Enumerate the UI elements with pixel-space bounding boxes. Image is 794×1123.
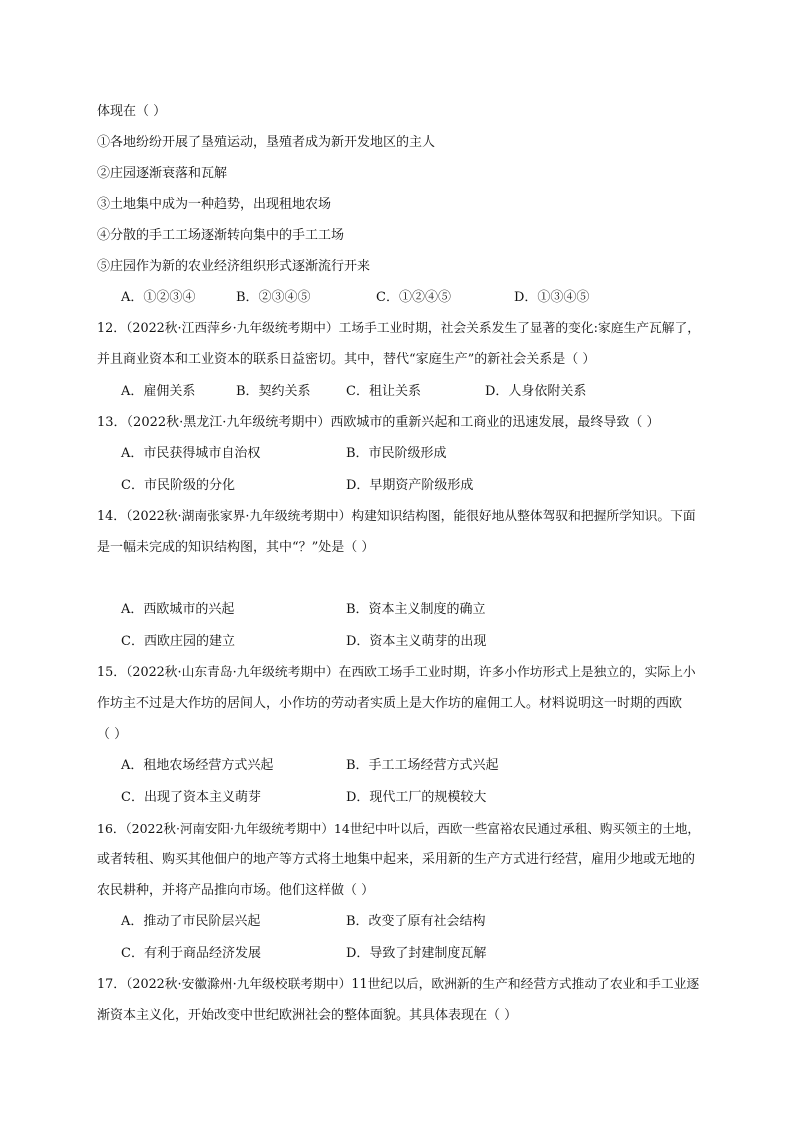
q16-option-d: D．导致了封建制度瓦解 — [346, 946, 487, 961]
q15-text-line-2: 作坊主不过是大作坊的居间人，小作坊的劳动者实质上是大作坊的雇佣工人。材料说明这一时期的西欧 — [97, 696, 683, 711]
q13-option-c: C．市民阶级的分化 — [121, 478, 235, 493]
q12-text-line-1: 12．（2022秋·江西萍乡·九年级统考期中）工场手工业时期，社会关系发生了显著的变化:家庭生产瓦解了， — [97, 321, 700, 336]
q11-option-b: B．②③④⑤ — [236, 290, 311, 305]
q17-text-line-1: 17．（2022秋·安徽滁州·九年级校联考期中）11世纪以后，欧洲新的生产和经营方式推动了农业和手工业逐 — [97, 977, 700, 992]
q15-text-line-3: （ ） — [97, 727, 128, 742]
q14-option-c: C．西欧庄园的建立 — [121, 634, 235, 649]
q14-option-b: B．资本主义制度的确立 — [346, 602, 486, 617]
q14-option-d: D．资本主义萌芽的出现 — [346, 634, 487, 649]
q11-option-d: D．①③④⑤ — [514, 290, 590, 305]
q16-option-a: A．推动了市民阶层兴起 — [121, 914, 261, 929]
q12-option-c: C．租让关系 — [346, 384, 421, 399]
q13-option-d: D．早期资产阶级形成 — [346, 478, 474, 493]
statement-5: ⑤庄园作为新的农业经济组织形式逐渐流行开来 — [97, 259, 371, 274]
q13-text-line-1: 13．（2022秋·黑龙江·九年级统考期中）西欧城市的重新兴起和工商业的迅速发展，最终导致（ ） — [97, 415, 660, 430]
q15-text-line-1: 15．（2022秋·山东青岛·九年级统考期中）在西欧工场手工业时期，许多小作坊形式上是独立的，实际上小 — [97, 665, 696, 680]
q15-option-b: B．手工工场经营方式兴起 — [346, 758, 499, 773]
q14-text-line-2: 是一幅未完成的知识结构图，其中“？”处是（ ） — [97, 540, 375, 555]
statement-3: ③土地集中成为一种趋势，出现租地农场 — [97, 197, 332, 212]
statement-4: ④分散的手工工场逐渐转向集中的手工工场 — [97, 228, 345, 243]
q14-option-a: A．西欧城市的兴起 — [121, 602, 235, 617]
q16-text-line-2: 或者转租、购买其他佃户的地产等方式将土地集中起来，采用新的生产方式进行经营，雇用少地或无地的 — [97, 852, 696, 867]
q11-option-c: C．①②④⑤ — [376, 290, 451, 305]
q16-text-line-3: 农民耕种，并将产品推向市场。他们这样做（ ） — [97, 883, 375, 898]
q12-option-a: A．雇佣关系 — [121, 384, 196, 399]
q15-option-d: D．现代工厂的规模较大 — [346, 790, 487, 805]
q16-option-b: B．改变了原有社会结构 — [346, 914, 486, 929]
q13-option-a: A．市民获得城市自治权 — [121, 446, 261, 461]
q17-text-line-2: 渐资本主义化，开始改变中世纪欧洲社会的整体面貌。其具体表现在（ ） — [97, 1008, 518, 1023]
q14-text-line-1: 14．（2022秋·湖南张家界·九年级统考期中）构建知识结构图，能很好地从整体驾驭和把握所学知识。下面 — [97, 509, 696, 524]
q16-option-c: C．有利于商品经济发展 — [121, 946, 261, 961]
question-11-tail: 体现在（ ） — [97, 104, 167, 119]
statement-1: ①各地纷纷开展了垦殖运动，垦殖者成为新开发地区的主人 — [97, 135, 436, 150]
q16-text-line-1: 16．（2022秋·河南安阳·九年级统考期中）14世纪中叶以后，西欧一些富裕农民通过承租、购买领主的土地， — [97, 821, 700, 836]
q15-option-c: C．出现了资本主义萌芽 — [121, 790, 261, 805]
q15-option-a: A．租地农场经营方式兴起 — [121, 758, 274, 773]
q12-text-line-2: 并且商业资本和工业资本的联系日益密切。其中，替代“家庭生产”的新社会关系是（ ） — [97, 352, 596, 367]
q12-option-b: B．契约关系 — [236, 384, 311, 399]
statement-2: ②庄园逐渐衰落和瓦解 — [97, 166, 228, 181]
q11-option-a: A．①②③④ — [121, 290, 196, 305]
q12-option-d: D．人身依附关系 — [485, 384, 587, 399]
q13-option-b: B．市民阶级形成 — [346, 446, 447, 461]
